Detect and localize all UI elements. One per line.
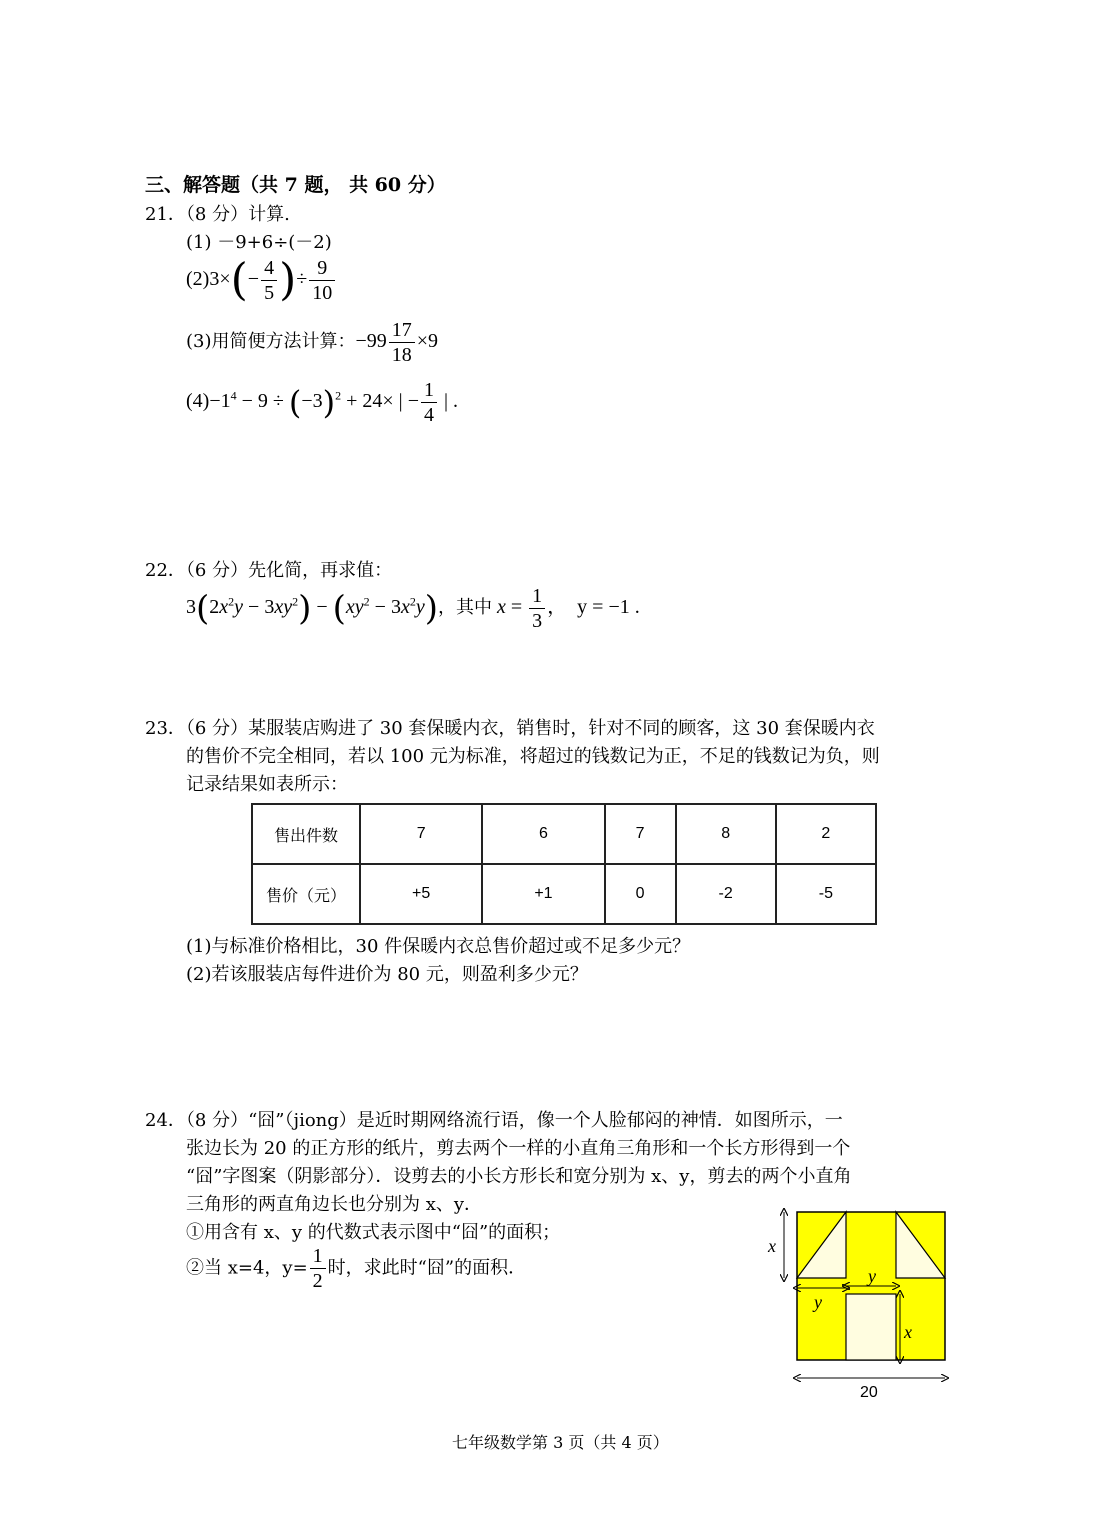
q21-part1: (1) －9+6÷(－2) — [186, 232, 332, 253]
denominator: 2 — [312, 1270, 323, 1292]
mixed-whole: −99 — [355, 330, 387, 353]
numerator: 9 — [309, 256, 335, 281]
q21-label: 21．（8 分）计算. — [145, 204, 290, 225]
q24-line1: 24．（8 分）“囧”（jiong）是近时期网络流行语，像一个人脸郁闷的神情．如图所示，一 — [145, 1110, 843, 1131]
divide-sign: ÷ — [296, 268, 308, 291]
q23-line3: 记录结果如表所示： — [186, 774, 348, 795]
label-y-top: y — [868, 1266, 876, 1286]
table-cell: -2 — [676, 864, 776, 924]
q24-line2: 张边长为 20 的正方形的纸片，剪去两个一样的小直角三角形和一个长方形得到一个 — [186, 1138, 851, 1159]
section-title: 三、解答题（共 7 题， 共 60 分） — [145, 174, 446, 196]
record-table — [251, 803, 877, 925]
q22-label: 22．（6 分）先化简，再求值： — [145, 560, 393, 581]
q24-sub1: ①用含有 x、y 的代数式表示图中“囧”的面积； — [186, 1222, 561, 1243]
page-footer: 七年级数学第 3 页（共 4 页） — [452, 1433, 669, 1452]
q24-sub2-post: 时，求此时“囧”的面积． — [327, 1257, 527, 1279]
numerator: 1 — [310, 1244, 326, 1269]
open-paren: ( — [230, 254, 248, 306]
q21-part2: (2)3×(− $\frac{4}{5}$ )÷ $\frac{9}{10}$ — [186, 256, 337, 305]
table-cell: 6 — [482, 804, 604, 864]
q24-sub2-pre: ②当 x=4，y= — [186, 1257, 308, 1279]
q21-part4-prefix: (4) — [186, 390, 210, 413]
fraction — [261, 256, 277, 305]
table-cell: 8 — [676, 804, 776, 864]
numerator: 17 — [389, 318, 415, 343]
label-20: 20 — [860, 1384, 878, 1400]
fraction — [421, 378, 437, 427]
numerator: 1 — [529, 584, 545, 609]
label-y-bottom: y — [814, 1292, 822, 1312]
table-cell: 7 — [360, 804, 482, 864]
q21-part2-prefix: (2) — [186, 268, 210, 291]
table-cell: 2 — [776, 804, 876, 864]
q23-line2: 的售价不完全相同，若以 100 元为标准，将超过的钱数记为正，不足的钱数记为负，则 — [186, 746, 880, 767]
fraction — [309, 256, 335, 305]
denominator: 10 — [312, 282, 333, 304]
table-row — [252, 804, 876, 864]
q21-part3-prefix: (3)用简便方法计算： — [186, 331, 356, 353]
mixed-tail: ×9 — [416, 330, 439, 353]
table-cell: 0 — [605, 864, 676, 924]
q21-part2-coef: 3× — [209, 268, 231, 291]
q24-sub2 — [186, 1244, 526, 1293]
numerator: 1 — [421, 378, 437, 403]
q22-expression: $3(2x^2y - 3xy^2) - (xy^2 - 3x^2y)$，其中 x = $\frac{1}{3}$ ， y = −1 . — [186, 585, 640, 632]
cut-rectangle — [846, 1294, 896, 1360]
table-cell: +5 — [360, 864, 482, 924]
denominator: 18 — [391, 344, 412, 366]
numerator: 4 — [261, 256, 277, 281]
q21-part3 — [186, 318, 438, 367]
jiong-figure — [760, 1200, 960, 1400]
close-paren: ) — [279, 254, 297, 306]
fraction — [389, 318, 415, 367]
q23-sub1: (1)与标准价格相比，30 件保暖内衣总售价超过或不足多少元？ — [186, 936, 691, 957]
table-header-cell: 售价（元） — [252, 864, 360, 924]
table-cell: -5 — [776, 864, 876, 924]
table-row — [252, 864, 876, 924]
q23-line1: 23．（6 分）某服装店购进了 30 套保暖内衣，销售时，针对不同的顾客，这 30 套保暖内衣 — [145, 718, 875, 739]
denominator: 3 — [532, 610, 543, 632]
label-x-left: x — [768, 1236, 776, 1256]
q22-y-value: y = −1 . — [577, 596, 640, 619]
q24-line4: 三角形的两直角边长也分别为 x、y． — [186, 1194, 483, 1215]
fraction — [529, 584, 545, 633]
fraction — [310, 1244, 326, 1293]
table-header-cell: 售出件数 — [252, 804, 360, 864]
q22-cond-text: ，其中 — [438, 597, 492, 619]
q21-part4: $(4)-1^4 - 9 \div (-3)^2 + 24\times$ | − $\frac{1}{4}$ | . — [186, 379, 458, 426]
label-x-right: x — [904, 1322, 912, 1342]
table-cell: 7 — [605, 804, 676, 864]
denominator: 4 — [423, 404, 434, 426]
q24-line3: “囧”字图案（阴影部分）．设剪去的小长方形长和宽分别为 x、y，剪去的两个小直角 — [186, 1166, 852, 1187]
q23-sub2: (2)若该服装店每件进价为 80 元，则盈利多少元？ — [186, 964, 588, 985]
table-cell: +1 — [482, 864, 604, 924]
denominator: 5 — [264, 282, 275, 304]
